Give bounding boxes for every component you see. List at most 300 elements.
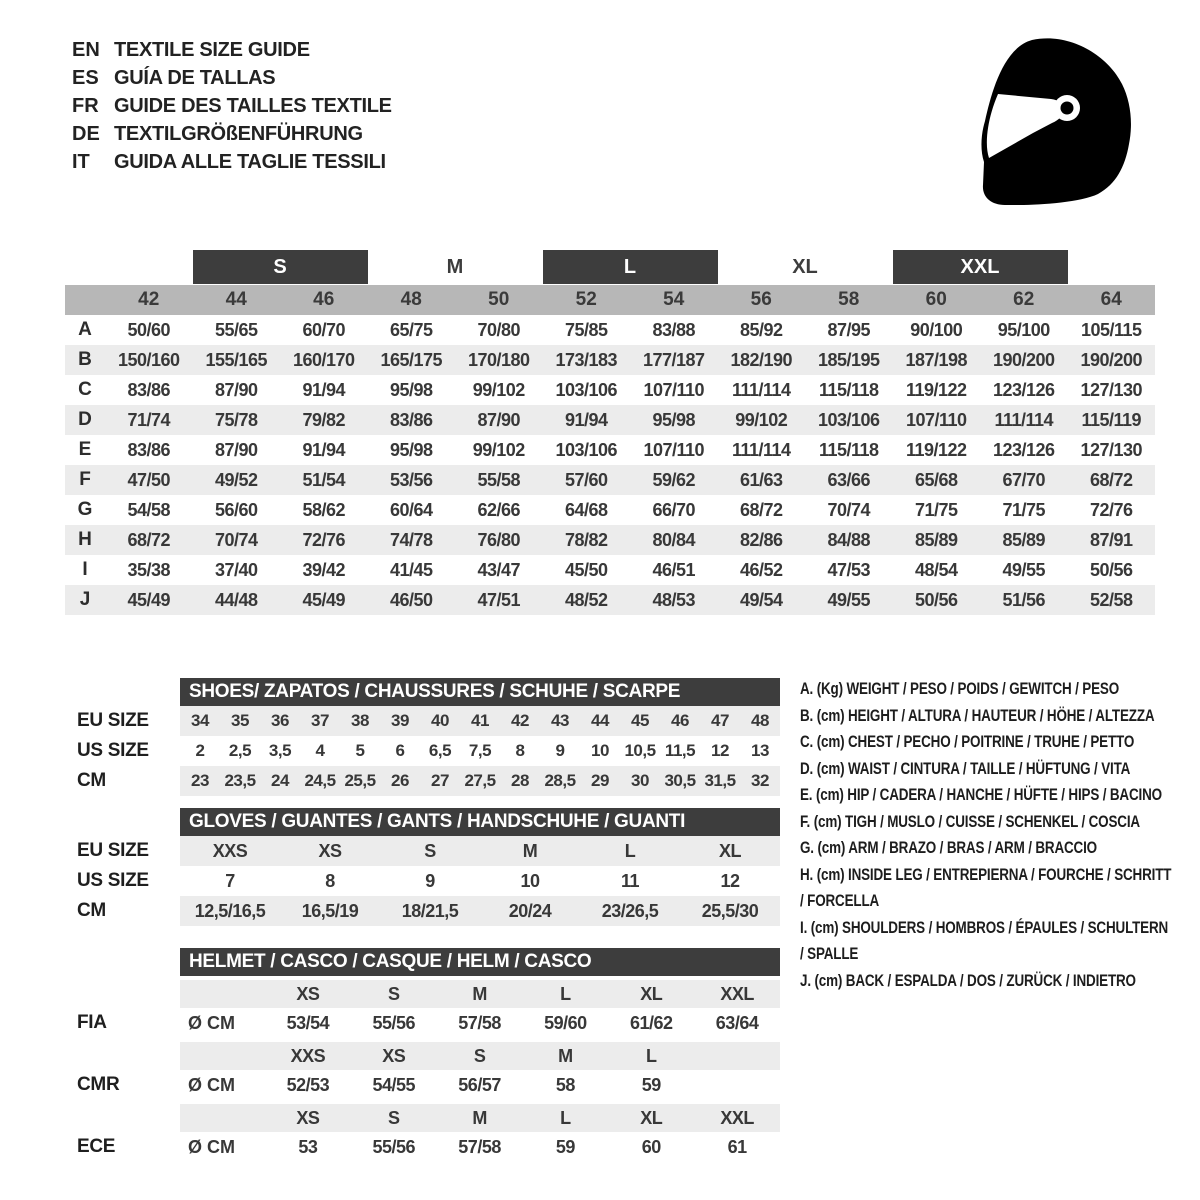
shoes-value: 6,5 — [428, 741, 452, 760]
size-band-s: S — [193, 250, 368, 284]
helmet-size-label: M — [472, 983, 487, 1004]
helmet-size-label: L — [560, 1107, 571, 1128]
size-value: 44/48 — [214, 589, 258, 610]
helmet-size-label: S — [387, 1107, 400, 1128]
unit-label: Ø CM — [188, 1136, 235, 1157]
size-value: 49/55 — [827, 589, 871, 610]
helmet-size-label: M — [472, 1107, 487, 1128]
row-label: B — [78, 349, 92, 370]
language-title: TEXTILE SIZE GUIDE — [114, 38, 310, 61]
shoes-value: 46 — [671, 711, 689, 730]
language-title: GUÍA DE TALLAS — [114, 66, 276, 89]
size-value: 87/90 — [477, 409, 521, 430]
standard-label: CMR — [77, 1074, 120, 1095]
size-value: 127/130 — [1080, 439, 1143, 460]
legend-item: F. (cm) TIGH / MUSLO / CUISSE / SCHENKEL / COSCIA — [800, 812, 1140, 831]
size-value: 187/198 — [905, 349, 968, 370]
size-value: 48/52 — [564, 589, 608, 610]
shoes-value: 6 — [395, 741, 405, 760]
language-code: FR — [72, 94, 99, 117]
row-label: J — [79, 589, 91, 610]
gloves-row — [65, 866, 780, 896]
legend-item: G. (cm) ARM / BRAZO / BRAS / ARM / BRACCIO — [800, 839, 1097, 857]
helmet-sizes-row — [65, 980, 780, 1008]
language-code: ES — [72, 66, 99, 89]
size-value: 123/126 — [992, 379, 1055, 400]
helmet-sizes-row — [65, 1042, 780, 1070]
size-value: 41/45 — [389, 559, 433, 580]
shoes-value: 24 — [271, 771, 289, 790]
legend-item: H. (cm) INSIDE LEG / ENTREPIERNA / FOURCHE / SCHRITT / FORCELLA — [800, 865, 1172, 910]
shoes-value: 43 — [551, 711, 569, 730]
helmet-value: 57/58 — [458, 1136, 501, 1157]
size-value: 70/74 — [827, 499, 871, 520]
shoes-value: 23,5 — [224, 771, 256, 790]
gloves-title: GLOVES / GUANTES / GANTS / HANDSCHUHE / GUANTI — [180, 808, 780, 836]
size-value: 68/72 — [1089, 469, 1133, 490]
shoes-value: 11,5 — [664, 741, 696, 760]
size-value: 65/75 — [389, 319, 433, 340]
size-value: 65/68 — [914, 469, 958, 490]
shoes-value: 45 — [631, 711, 649, 730]
size-value: 58/62 — [302, 499, 346, 520]
size-value: 83/88 — [652, 319, 696, 340]
size-value: 76/80 — [477, 529, 521, 550]
size-value: 177/187 — [642, 349, 705, 370]
size-value: 71/75 — [914, 499, 958, 520]
table-row — [65, 345, 1155, 375]
shoes-value: 3,5 — [268, 741, 292, 760]
shoes-value: 29 — [591, 771, 609, 790]
size-value: 95/98 — [652, 409, 696, 430]
gloves-value: 10 — [520, 870, 540, 891]
spacer — [180, 1042, 265, 1070]
shoes-value: 4 — [315, 741, 325, 760]
helmet-size-label: XL — [640, 1107, 663, 1128]
shoes-value: 42 — [511, 711, 529, 730]
racing-helmet-icon — [975, 30, 1140, 210]
size-value: 46/50 — [389, 589, 433, 610]
shoes-section — [65, 678, 780, 796]
helmet-size-cells — [180, 1042, 780, 1070]
row-label: F — [79, 469, 91, 490]
size-value: 173/183 — [555, 349, 618, 370]
size-value: 107/110 — [643, 379, 705, 400]
size-value: 111/114 — [731, 439, 791, 460]
row-label: D — [78, 409, 92, 430]
helmet-value: 63/64 — [715, 1012, 759, 1033]
size-value: 150/160 — [117, 349, 180, 370]
shoes-value: 47 — [711, 711, 729, 730]
gloves-value: 12,5/16,5 — [194, 900, 266, 921]
shoes-value: 2 — [195, 741, 205, 760]
size-value: 71/75 — [1002, 499, 1046, 520]
size-value: 87/95 — [827, 319, 871, 340]
gloves-value: 8 — [325, 870, 335, 891]
helmet-size-label: XL — [640, 983, 663, 1004]
size-value: 70/80 — [477, 319, 521, 340]
size-value: 43/47 — [477, 559, 521, 580]
gloves-value: XS — [318, 840, 342, 861]
size-value: 87/91 — [1089, 529, 1133, 550]
row-label: EU SIZE — [77, 710, 149, 731]
shoes-value: 10,5 — [624, 741, 656, 760]
shoes-value: 25,5 — [344, 771, 376, 790]
language-row — [72, 148, 392, 176]
shoes-value: 27 — [431, 771, 449, 790]
shoes-value: 23 — [191, 771, 209, 790]
gloves-value: 9 — [425, 870, 435, 891]
language-title: TEXTILGRÖßENFÜHRUNG — [114, 122, 363, 145]
table-row — [65, 555, 1155, 585]
helmet-value-cells — [180, 1008, 780, 1038]
language-code: IT — [72, 150, 90, 173]
shoes-row — [65, 706, 780, 736]
helmet-size-cells — [180, 1104, 780, 1132]
size-value: 47/51 — [477, 589, 521, 610]
size-value: 72/76 — [302, 529, 346, 550]
size-value: 75/78 — [214, 409, 258, 430]
legend-item: B. (cm) HEIGHT / ALTURA / HAUTEUR / HÖHE / ALTEZZA — [800, 706, 1155, 725]
size-value: 111/114 — [731, 379, 791, 400]
language-row — [72, 64, 392, 92]
size-value: 99/102 — [472, 379, 525, 400]
size-value: 83/86 — [127, 439, 171, 460]
size-value: 51/54 — [302, 469, 346, 490]
helmet-value: 55/56 — [372, 1012, 416, 1033]
shoes-row — [65, 766, 780, 796]
size-value: 59/62 — [652, 469, 696, 490]
shoes-value: 12 — [711, 741, 729, 760]
shoes-value: 28 — [511, 771, 529, 790]
size-value: 75/85 — [564, 319, 608, 340]
helmet-group-ece — [65, 1104, 780, 1162]
gloves-value: 20/24 — [508, 900, 552, 921]
size-value: 107/110 — [905, 409, 967, 430]
helmet-value-cells — [180, 1070, 780, 1100]
helmet-value: 53/54 — [286, 1012, 330, 1033]
size-value: 90/100 — [910, 319, 963, 340]
language-code: DE — [72, 122, 100, 145]
table-row — [65, 315, 1155, 345]
language-list — [72, 36, 392, 176]
shoes-rows — [65, 706, 780, 796]
size-band-xl: XL — [792, 255, 818, 278]
shoes-value: 44 — [591, 711, 609, 730]
helmet-size-label: XXS — [290, 1045, 326, 1066]
shoes-value: 5 — [355, 741, 365, 760]
size-value: 160/170 — [292, 349, 355, 370]
row-label: CM — [77, 900, 106, 921]
size-value: 50/56 — [914, 589, 958, 610]
row-label: EU SIZE — [77, 840, 149, 861]
gloves-value: 12 — [720, 870, 740, 891]
size-band-xxl: XXL — [893, 250, 1068, 284]
helmet-value: 59 — [555, 1136, 575, 1157]
gloves-row — [65, 836, 780, 866]
gloves-value: 18/21,5 — [401, 900, 459, 921]
helmet-size-label: M — [558, 1045, 573, 1066]
size-value: 87/90 — [214, 379, 258, 400]
size-value: 47/53 — [827, 559, 871, 580]
corner-cell — [65, 285, 105, 315]
size-number: 58 — [838, 289, 860, 310]
size-value: 155/165 — [205, 349, 268, 370]
gloves-rows — [65, 836, 780, 926]
legend-item: J. (cm) BACK / ESPALDA / DOS / ZURÜCK / INDIETRO — [800, 971, 1136, 990]
shoes-cells — [180, 706, 780, 736]
size-value: 91/94 — [302, 379, 346, 400]
size-value: 35/38 — [127, 559, 171, 580]
helmet-size-label: S — [473, 1045, 486, 1066]
shoes-value: 9 — [555, 741, 565, 760]
shoes-value: 48 — [751, 711, 769, 730]
language-row — [72, 36, 392, 64]
size-value: 190/200 — [1080, 349, 1143, 370]
size-value: 84/88 — [827, 529, 871, 550]
size-number: 50 — [488, 289, 510, 310]
helmet-value-cells — [180, 1132, 780, 1162]
helmet-section — [65, 948, 780, 1162]
spacer — [65, 808, 180, 836]
gloves-value: S — [424, 840, 436, 861]
table-row — [65, 435, 1155, 465]
helmet-size-label: L — [560, 983, 571, 1004]
size-value: 63/66 — [827, 469, 871, 490]
size-value: 95/98 — [389, 379, 433, 400]
size-value: 70/74 — [214, 529, 258, 550]
size-value: 103/106 — [817, 409, 880, 430]
shoes-value: 35 — [231, 711, 249, 730]
helmet-value: 58 — [555, 1074, 575, 1095]
size-value: 85/89 — [1002, 529, 1046, 550]
row-label: US SIZE — [77, 740, 149, 761]
shoes-value: 36 — [271, 711, 289, 730]
gloves-value: 7 — [225, 870, 235, 891]
helmet-size-label: XS — [382, 1045, 406, 1066]
gloves-value: XXS — [212, 840, 248, 861]
legend-item: A. (Kg) WEIGHT / PESO / POIDS / GEWITCH / PESO — [800, 680, 1120, 698]
size-value: 62/66 — [477, 499, 521, 520]
size-data-rows — [65, 315, 1155, 615]
measurement-legend — [800, 676, 1173, 994]
row-label: CM — [77, 770, 106, 791]
size-value: 60/70 — [302, 319, 346, 340]
size-value: 57/60 — [564, 469, 608, 490]
helmet-value: 59 — [641, 1074, 661, 1095]
row-label: H — [78, 529, 92, 550]
size-value: 115/118 — [818, 439, 879, 460]
spacer — [180, 1104, 265, 1132]
legend-item: D. (cm) WAIST / CINTURA / TAILLE / HÜFTUNG / VITA — [800, 759, 1131, 778]
gloves-cells — [180, 896, 780, 926]
helmet-size-label — [694, 1042, 780, 1070]
size-value: 48/53 — [652, 589, 696, 610]
table-row — [65, 585, 1155, 615]
row-label: E — [78, 439, 92, 460]
size-value: 50/56 — [1089, 559, 1133, 580]
helmet-sizes-row — [65, 1104, 780, 1132]
gloves-value: XL — [718, 840, 741, 861]
helmet-values-row — [65, 1070, 780, 1100]
table-row — [65, 465, 1155, 495]
size-numbers-row — [65, 285, 1155, 315]
gloves-cells — [180, 866, 780, 896]
gloves-value: 25,5/30 — [701, 900, 759, 921]
size-value: 105/115 — [1080, 319, 1142, 340]
helmet-value: 60 — [641, 1136, 661, 1157]
size-value: 71/74 — [127, 409, 171, 430]
size-value: 68/72 — [739, 499, 783, 520]
language-title: GUIDE DES TAILLES TEXTILE — [114, 94, 392, 117]
size-value: 80/84 — [652, 529, 696, 550]
helmet-value: 56/57 — [458, 1074, 501, 1095]
size-band-l: L — [543, 250, 718, 284]
size-number: 42 — [138, 289, 160, 310]
size-value: 64/68 — [564, 499, 608, 520]
shoes-value: 34 — [191, 711, 209, 730]
shoes-cells — [180, 736, 780, 766]
row-label: US SIZE — [77, 870, 149, 891]
size-value: 83/86 — [389, 409, 433, 430]
size-value: 74/78 — [389, 529, 433, 550]
size-value: 72/76 — [1089, 499, 1133, 520]
helmet-value: 59/60 — [544, 1012, 587, 1033]
size-value: 47/50 — [127, 469, 171, 490]
shoes-value: 38 — [351, 711, 369, 730]
size-value: 45/49 — [302, 589, 346, 610]
size-value: 123/126 — [992, 439, 1055, 460]
size-value: 46/52 — [739, 559, 783, 580]
gloves-value: 11 — [620, 870, 640, 891]
standard-label: ECE — [77, 1136, 116, 1157]
language-row — [72, 120, 392, 148]
language-code: EN — [72, 38, 100, 61]
size-value: 111/114 — [994, 409, 1054, 430]
helmet-value: 61 — [727, 1136, 747, 1157]
row-label: A — [78, 319, 92, 340]
spacer — [65, 678, 180, 706]
size-value: 49/52 — [214, 469, 258, 490]
gloves-value: 16,5/19 — [301, 900, 359, 921]
table-row — [65, 525, 1155, 555]
size-band-m: M — [446, 255, 464, 278]
shoes-value: 30 — [631, 771, 649, 790]
size-value: 103/106 — [555, 439, 618, 460]
shoes-value: 7,5 — [468, 741, 492, 760]
size-number: 62 — [1013, 289, 1035, 310]
size-number: 48 — [400, 289, 422, 310]
size-value: 182/190 — [730, 349, 793, 370]
legend-item: C. (cm) CHEST / PECHO / POITRINE / TRUHE / PETTO — [800, 733, 1135, 751]
helmet-size-label: S — [387, 983, 400, 1004]
size-value: 52/58 — [1089, 589, 1133, 610]
gloves-section — [65, 808, 780, 926]
size-value: 91/94 — [302, 439, 346, 460]
size-value: 99/102 — [735, 409, 788, 430]
helmet-group-cmr — [65, 1042, 780, 1100]
size-value: 45/49 — [127, 589, 171, 610]
spacer — [180, 980, 265, 1008]
size-value: 66/70 — [652, 499, 696, 520]
size-value: 91/94 — [564, 409, 608, 430]
size-value: 61/63 — [739, 469, 783, 490]
size-value: 46/51 — [652, 559, 696, 580]
legend-item: I. (cm) SHOULDERS / HOMBROS / ÉPAULES / SCHULTERN / SPALLE — [800, 918, 1169, 963]
size-value: 170/180 — [467, 349, 530, 370]
helmet-size-label: XS — [296, 983, 320, 1004]
size-value: 165/175 — [380, 349, 443, 370]
size-value: 79/82 — [302, 409, 346, 430]
size-value: 53/56 — [389, 469, 433, 490]
visor-pivot-dot — [1061, 102, 1074, 115]
row-label — [65, 1042, 180, 1070]
helmet-value: 61/62 — [629, 1012, 673, 1033]
size-value: 55/65 — [214, 319, 258, 340]
size-number: 60 — [925, 289, 947, 310]
size-value: 107/110 — [643, 439, 705, 460]
size-value: 45/50 — [564, 559, 608, 580]
size-value: 54/58 — [127, 499, 171, 520]
size-value: 37/40 — [214, 559, 258, 580]
helmet-values-row — [65, 1008, 780, 1038]
helmet-title: HELMET / CASCO / CASQUE / HELM / CASCO — [180, 948, 780, 976]
helmet-value: 52/53 — [286, 1074, 330, 1095]
row-label: C — [78, 379, 92, 400]
row-label: I — [82, 559, 88, 580]
helmet-groups — [65, 980, 780, 1162]
table-row — [65, 495, 1155, 525]
shoes-cells — [180, 766, 780, 796]
language-title: GUIDA ALLE TAGLIE TESSILI — [114, 150, 386, 173]
shoes-title: SHOES/ ZAPATOS / CHAUSSURES / SCHUHE / SCARPE — [180, 678, 780, 706]
helmet-values-row — [65, 1132, 780, 1162]
shoes-value: 26 — [391, 771, 409, 790]
size-value: 67/70 — [1002, 469, 1046, 490]
size-value: 99/102 — [472, 439, 525, 460]
size-value: 82/86 — [739, 529, 783, 550]
size-value: 85/92 — [739, 319, 783, 340]
row-label: G — [77, 499, 93, 520]
size-value: 190/200 — [992, 349, 1055, 370]
helmet-size-label: XS — [296, 1107, 320, 1128]
shoes-value: 10 — [591, 741, 609, 760]
size-value: 95/100 — [997, 319, 1050, 340]
gloves-cells — [180, 836, 780, 866]
legend-item: E. (cm) HIP / CADERA / HANCHE / HÜFTE / HIPS / BACINO — [800, 786, 1162, 804]
size-number: 64 — [1100, 289, 1122, 310]
size-value: 39/42 — [302, 559, 346, 580]
helmet-size-label: XXL — [720, 1107, 754, 1128]
size-number: 56 — [750, 289, 772, 310]
shoes-value: 27,5 — [464, 771, 496, 790]
helmet-group-fia — [65, 980, 780, 1038]
row-label — [65, 1104, 180, 1132]
gloves-value: 23/26,5 — [601, 900, 659, 921]
shoes-value: 30,5 — [664, 771, 696, 790]
standard-label: FIA — [77, 1012, 107, 1033]
gloves-value: L — [624, 840, 636, 861]
size-value: 56/60 — [214, 499, 258, 520]
size-value: 60/64 — [389, 499, 433, 520]
size-value: 103/106 — [555, 379, 618, 400]
shoes-value: 24,5 — [304, 771, 336, 790]
shoes-value: 37 — [311, 711, 329, 730]
shoes-value: 28,5 — [544, 771, 576, 790]
gloves-row — [65, 896, 780, 926]
size-number: 46 — [313, 289, 335, 310]
shoes-value: 32 — [751, 771, 769, 790]
